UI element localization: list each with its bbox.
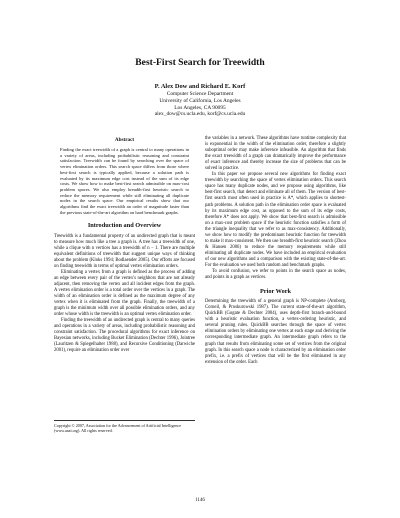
affiliation-line: Computer Science Department [166, 91, 234, 97]
left-column [54, 137, 195, 354]
body-paragraph: In this paper we propose several new algorithms for finding exact treewidth by searching the space of vertex elimination orders. This search space has many duplicate nodes, and we propose using algorithms, like best-first search, that detect and eliminate all of them. The version of best-first search most often used in practice is A*, which applies to shortest-path problems. A solution path in the elimination order space is evaluated by its maximum edge cost, as opposed to the sum of its edge costs, therefore A* does not apply. We show that best-first search is admissible on a max-cost problem space if the heuristic function satisfies a form of the triangle inequality that we refer to as max-consistency. Additionally, we show how to modify the predominant heuristic function for treewidth to make it max-consistent. We then use breadth-first heuristic search (Zhou & Hansen 2006) to reduce the memory requirements while still eliminating all duplicate nodes. We have included an empirical evaluation of our new algorithms and a comparison with the existing state-of-the-art. For the evaluation we used both random and benchmark graphs. [205, 172, 346, 268]
body-paragraph: Determining the treewidth of a general graph is NP-complete (Arnborg, Corneil, & Proskurowski 1987). The current state-of-the-art algorithm, QuickBB (Gogate & Dechter 2004), uses depth-first branch-and-bound with a heuristic evaluation function, a vertex-ordering heuristic, and several pruning rules. QuickBB searches through the space of vertex elimination orders by eliminating one vertex at each stage and deriving the corresponding intermediate graph. An intermediate graph refers to the graph that results from eliminating some set of vertices from the original graph. In this search space a node is characterized by an elimination order prefix, i.e. a prefix of vertices that will be the first eliminated in any extension of the order. Each [205, 299, 346, 365]
intro-paragraph: Treewidth is a fundamental property of an undirected graph that is meant to measure how much like a tree a graph is. A tree has a treewidth of one, while a clique with n vertices has a treewidth of n − 1. There are multiple equivalent definitions of treewidth that suggest unique ways of thinking about the problem (Kloks 1994; Bodlaender 2005). Our efforts are focused on finding treewidth in terms of optimal vertex elimination orders. [54, 233, 195, 269]
abstract-text: Finding the exact treewidth of a graph is central to many operations in a variety of areas, including probabilistic reasoning and constraint satisfaction. Treewidth can be found by searching over the space of vertex elimination orders. This search space differs from those where best-first search is typically applied, because a solution path is evaluated by its maximum edge cost instead of the sum of its edge costs. We show how to make best-first search admissible on max-cost problem spaces. We also employ breadth-first heuristic search to reduce the memory requirement while still eliminating all duplicate nodes in the search space. Our empirical results show that our algorithms find the exact treewidth an order of magnitude faster than the previous state-of-the-art algorithm on hard benchmark graphs. [60, 147, 189, 215]
abstract-heading: Abstract [114, 137, 135, 143]
paper-title: Best-First Search for Treewidth [135, 57, 265, 68]
intro-heading: Introduction and Overview [87, 222, 162, 230]
page-number: 1146 [195, 498, 205, 503]
author-names: P. Alex Dow and Richard E. Korf [154, 83, 246, 90]
right-column [205, 136, 346, 366]
body-paragraph: the variables in a network. These algorithms have runtime complexity that is exponential in the width of the elimination order, therefore a slightly suboptimal order may make inference infeasible. An algorithm that finds the exact treewidth of a graph can dramatically improve the performance of exact inference and thereby increase the size of problems that can be solved in practice. [205, 136, 346, 172]
intro-paragraph: Finding the treewidth of an undirected graph is central to many queries and operations in a variety of areas, including probabilistic reasoning and constraint satisfaction. The procedural algorithms for exact inference on Bayesian networks, including Bucket Elimination (Dechter 1996), Jointree (Lauritzen & Spiegelhalter 1988), and Recursive Conditioning (Darwiche 2001), require an elimination order over [54, 318, 195, 354]
affiliation-line: University of California, Los Angeles [159, 97, 241, 104]
affiliation-block [0, 91, 400, 118]
affiliation-line: Los Angeles, CA 90095 [174, 104, 226, 111]
prior-work-heading: Prior Work [259, 288, 292, 296]
copyright-footnote: Copyright © 2007, Association for the Advancement of Artificial Intelligence (www.aaai.org). All rights reserved. [54, 420, 195, 433]
body-paragraph: To avoid confusion, we refer to points in the search space as nodes, and points in a graph as vertices. [205, 269, 346, 281]
intro-paragraph: Eliminating a vertex from a graph is defined as the process of adding an edge between every pair of the vertex's neighbors that are not already adjacent, then removing the vertex and all incident edges from the graph. A vertex elimination order is a total order over the vertices in a graph. The width of an elimination order is defined as the maximum degree of any vertex when it is eliminated from the graph. Finally, the treewidth of a graph is the minimum width over all possible elimination orders, and any order whose width is the treewidth is an optimal vertex elimination order. [54, 269, 195, 318]
author-emails: alex_dow@cs.ucla.edu, korf@cs.ucla.edu [154, 111, 246, 118]
